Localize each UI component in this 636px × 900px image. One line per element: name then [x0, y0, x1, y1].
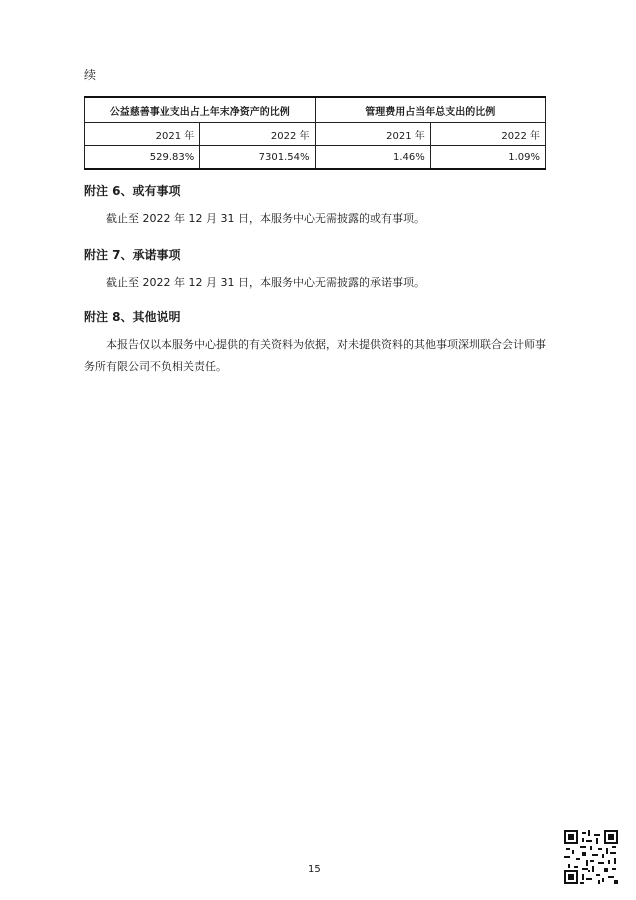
table-row	[85, 146, 546, 170]
table-cell: 1.09%	[430, 146, 545, 170]
continued-label: 续	[84, 68, 97, 82]
note-8-title: 附注 8、其他说明	[84, 310, 181, 324]
table-year-header: 2021 年	[315, 123, 430, 146]
table-cell: 1.46%	[315, 146, 430, 170]
table-header-row	[85, 97, 546, 123]
table-cell: 7301.54%	[200, 146, 315, 170]
note-6-title: 附注 6、或有事项	[84, 184, 181, 198]
table-year-header: 2022 年	[430, 123, 545, 146]
table-group-header: 管理费用占当年总支出的比例	[315, 97, 546, 123]
ratio-table	[84, 96, 546, 170]
qr-code-icon	[564, 830, 618, 884]
table-year-row	[85, 123, 546, 146]
page-number: 15	[308, 864, 321, 875]
note-6-body: 截止至 2022 年 12 月 31 日，本服务中心无需披露的或有事项。	[106, 212, 425, 225]
table-year-header: 2021 年	[85, 123, 200, 146]
note-8-body: 本报告仅以本服务中心提供的有关资料为依据，对未提供资料的其他事项深圳联合会计师事务所有限公司不负相关责任。	[84, 338, 546, 373]
note-7-title: 附注 7、承诺事项	[84, 248, 181, 262]
table-cell: 529.83%	[85, 146, 200, 170]
table-group-header: 公益慈善事业支出占上年末净资产的比例	[85, 97, 316, 123]
note-7-body: 截止至 2022 年 12 月 31 日，本服务中心无需披露的承诺事项。	[106, 276, 425, 289]
table-year-header: 2022 年	[200, 123, 315, 146]
